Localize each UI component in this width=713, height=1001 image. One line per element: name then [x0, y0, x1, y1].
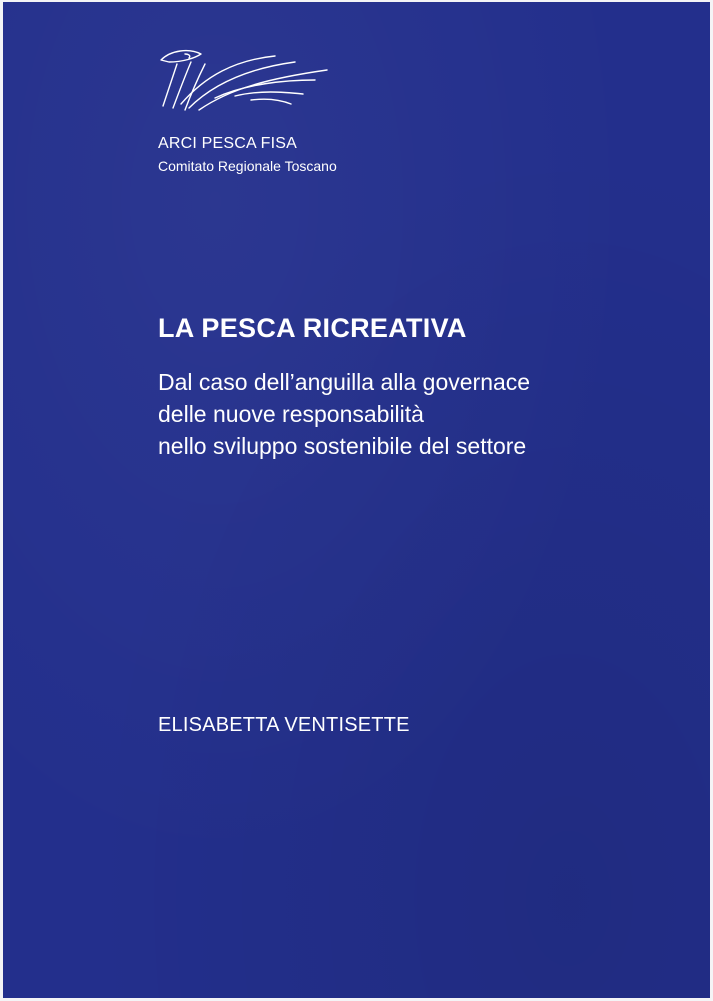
organization-name: ARCI PESCA FISA	[158, 135, 298, 152]
author-name: ELISABETTA VENTISETTE	[158, 714, 410, 736]
document-title: LA PESCA RICREATIVA	[158, 313, 467, 343]
document-subtitle	[158, 366, 638, 462]
subtitle-line: Dal caso dell’anguilla alla governace	[158, 369, 531, 395]
book-cover	[3, 2, 710, 998]
subtitle-line: delle nuove responsabilità	[158, 401, 424, 427]
subtitle-line: nello sviluppo sostenibile del settore	[158, 433, 527, 459]
organization-subtitle: Comitato Regionale Toscano	[158, 158, 337, 174]
fish-waves-logo-icon	[155, 46, 335, 114]
